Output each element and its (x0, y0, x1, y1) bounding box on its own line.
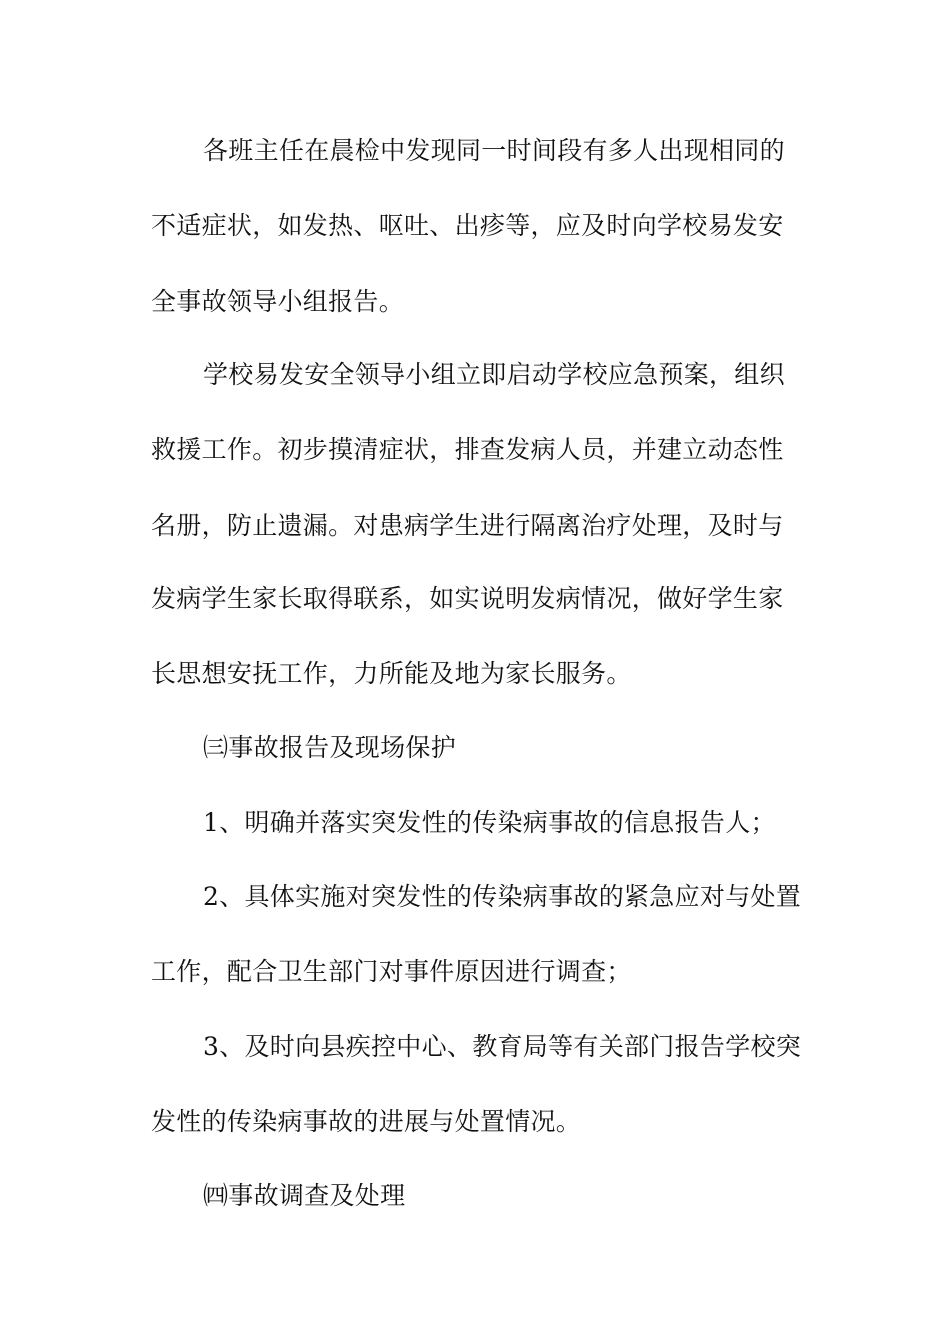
section-heading-4: ㈣事故调查及处理 (203, 1181, 406, 1210)
paragraph-2-line-1: 学校易发安全领导小组立即启动学校应急预案，组织 (203, 360, 785, 389)
paragraph-2-line-5: 长思想安抚工作，力所能及地为家长服务。 (151, 659, 632, 688)
paragraph-2-line-4: 发病学生家长取得联系，如实说明发病情况，做好学生家 (151, 584, 784, 613)
section-heading-3: ㈢事故报告及现场保护 (203, 733, 457, 762)
paragraph-1-line-1: 各班主任在晨检中发现同一时间段有多人出现相同的 (203, 136, 785, 165)
paragraph-2-line-3: 名册，防止遗漏。对患病学生进行隔离治疗处理，及时与 (151, 511, 784, 540)
list-item-2-line-1: 2、具体实施对突发性的传染病事故的紧急应对与处置 (203, 882, 802, 911)
list-item-3-line-2: 发性的传染病事故的进展与处置情况。 (151, 1107, 582, 1136)
list-item-2-line-2: 工作，配合卫生部门对事件原因进行调查； (151, 957, 632, 986)
list-item-3-line-1: 3、及时向县疾控中心、教育局等有关部门报告学校突 (203, 1032, 802, 1061)
paragraph-1-line-2: 不适症状，如发热、呕吐、出疹等，应及时向学校易发安 (151, 211, 784, 240)
list-item-1: 1、明确并落实突发性的传染病事故的信息报告人； (203, 808, 776, 837)
paragraph-2-line-2: 救援工作。初步摸清症状，排查发病人员，并建立动态性 (151, 435, 784, 464)
paragraph-1-line-3: 全事故领导小组报告。 (151, 287, 405, 316)
